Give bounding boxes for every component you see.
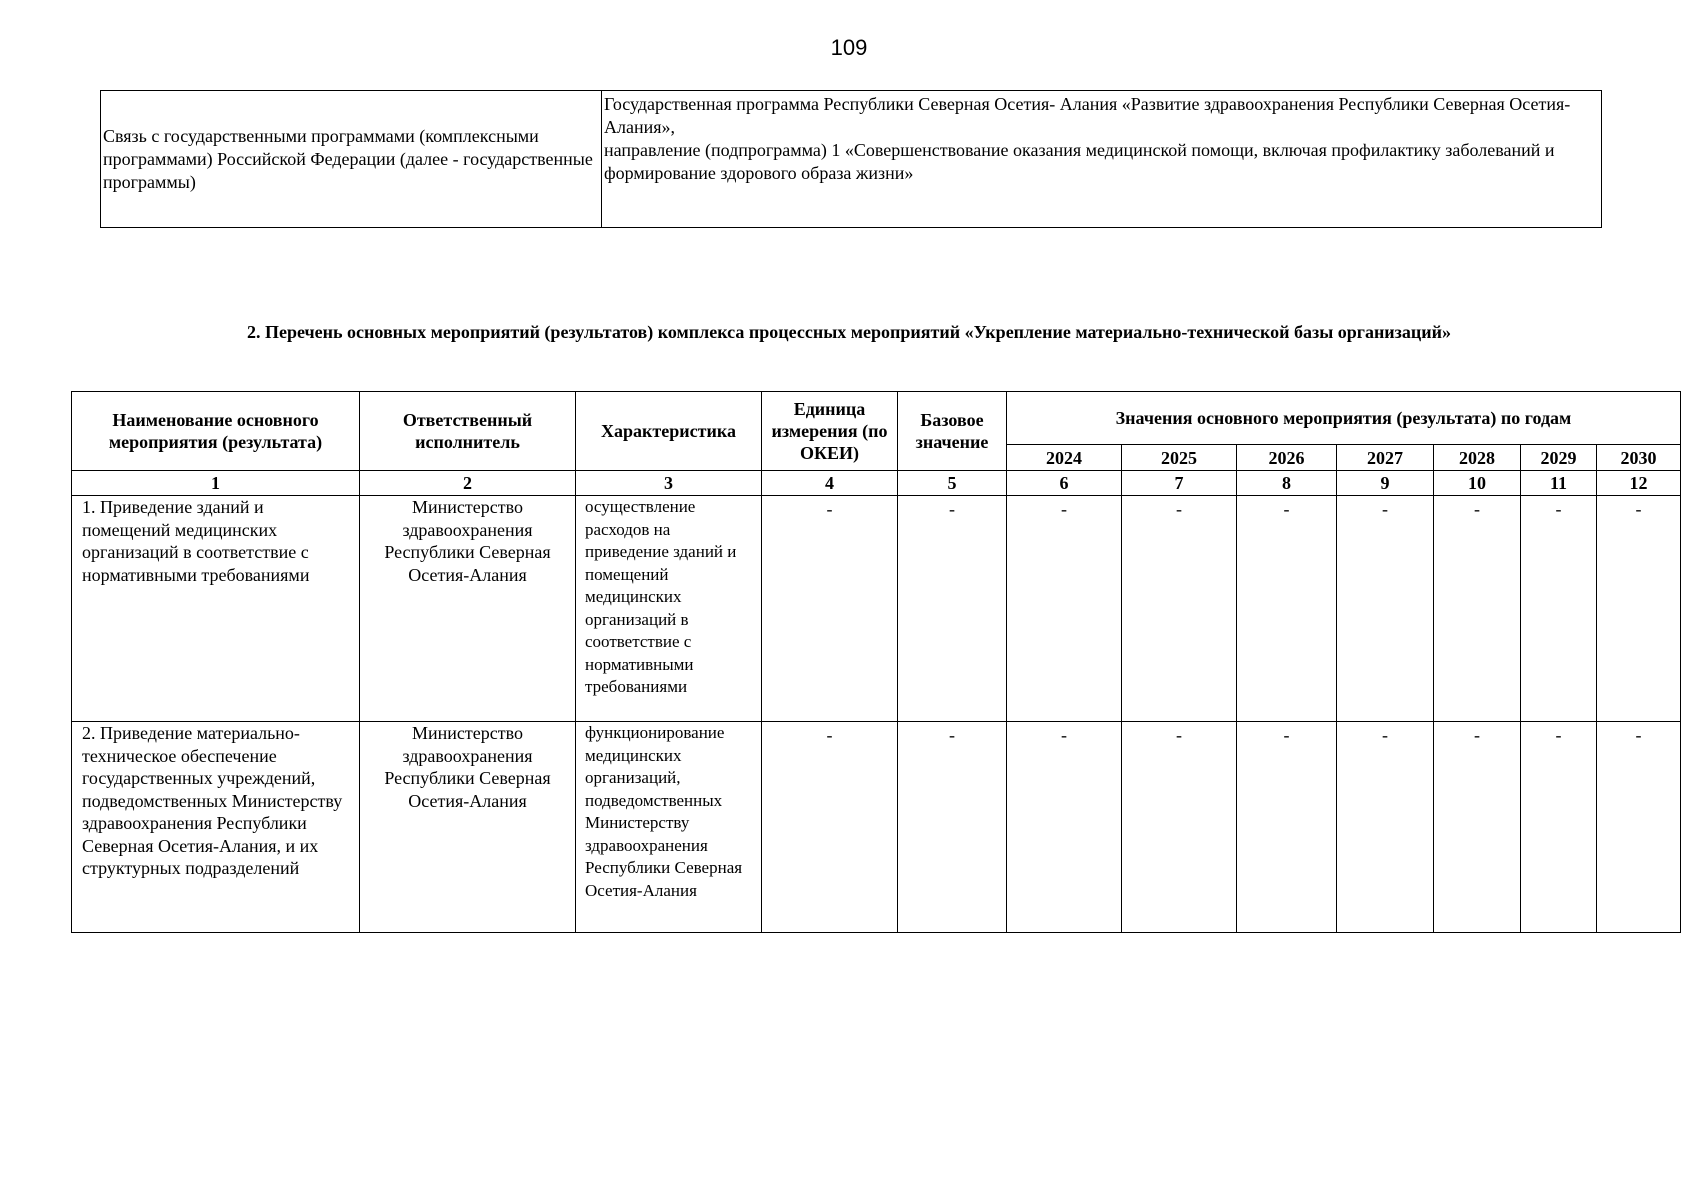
header-base: Базовое значение	[898, 392, 1007, 471]
year-value: -	[1597, 722, 1681, 933]
column-number: 10	[1434, 471, 1521, 496]
header-row	[72, 392, 1681, 445]
header-year: 2025	[1122, 445, 1237, 471]
unit-value: -	[762, 722, 898, 933]
program-relation-table	[100, 90, 1602, 228]
year-value: -	[1434, 722, 1521, 933]
relation-row	[101, 91, 1602, 228]
section-title: 2. Перечень основных мероприятий (результатов) комплекса процессных мероприятий «Укрепление материально-технической базы организаций»	[246, 322, 1452, 342]
event-responsible: Министерство здравоохранения Республики Северная Осетия-Алания	[360, 722, 576, 933]
relation-label: Связь с государственными программами (комплексными программами) Российской Федерации (далее - государственные программы)	[101, 91, 602, 228]
year-value: -	[1237, 496, 1337, 722]
base-value: -	[898, 722, 1007, 933]
column-number: 5	[898, 471, 1007, 496]
column-number: 12	[1597, 471, 1681, 496]
event-characteristic: функционирование медицинских организаций, подведомственных Министерству здравоохранения Республики Северная Осетия-Алания	[576, 722, 762, 933]
event-name: 2. Приведение материально-техническое обеспечение государственных учреждений, подведомственных Министерству здравоохранения Республики Северная Осетия-Алания, и их структурных подразделений	[72, 722, 360, 933]
table-row	[72, 722, 1681, 933]
unit-value: -	[762, 496, 898, 722]
header-year: 2029	[1521, 445, 1597, 471]
header-values-by-year: Значения основного мероприятия (результата) по годам	[1007, 392, 1681, 445]
column-number: 1	[72, 471, 360, 496]
header-unit: Единица измерения (по ОКЕИ)	[762, 392, 898, 471]
year-value: -	[1337, 722, 1434, 933]
header-year: 2026	[1237, 445, 1337, 471]
events-table	[71, 391, 1681, 933]
header-year: 2030	[1597, 445, 1681, 471]
column-number: 2	[360, 471, 576, 496]
year-value: -	[1521, 496, 1597, 722]
year-value: -	[1337, 496, 1434, 722]
column-number: 8	[1237, 471, 1337, 496]
header-year: 2024	[1007, 445, 1122, 471]
column-number: 6	[1007, 471, 1122, 496]
header-characteristic: Характеристика	[576, 392, 762, 471]
year-value: -	[1597, 496, 1681, 722]
base-value: -	[898, 496, 1007, 722]
year-value: -	[1521, 722, 1597, 933]
column-number: 11	[1521, 471, 1597, 496]
page-number: 109	[830, 35, 868, 60]
event-name: 1. Приведение зданий и помещений медицинских организаций в соответствие с нормативными требованиями	[72, 496, 360, 722]
year-value: -	[1237, 722, 1337, 933]
column-number-row	[72, 471, 1681, 496]
year-value: -	[1434, 496, 1521, 722]
year-value: -	[1007, 496, 1122, 722]
column-number: 3	[576, 471, 762, 496]
year-value: -	[1007, 722, 1122, 933]
column-number: 7	[1122, 471, 1237, 496]
header-year: 2028	[1434, 445, 1521, 471]
column-number: 9	[1337, 471, 1434, 496]
column-number: 4	[762, 471, 898, 496]
table-row	[72, 496, 1681, 722]
relation-value	[602, 91, 1602, 228]
year-value: -	[1122, 722, 1237, 933]
relation-value-line-1: Государственная программа Республики Северная Осетия- Алания «Развитие здравоохранения Республики Северная Осетия-Алания»,	[604, 94, 1571, 137]
header-name: Наименование основного мероприятия (результата)	[72, 392, 360, 471]
header-year: 2027	[1337, 445, 1434, 471]
year-value: -	[1122, 496, 1237, 722]
event-responsible: Министерство здравоохранения Республики Северная Осетия-Алания	[360, 496, 576, 722]
relation-value-line-2: направление (подпрограмма) 1 «Совершенствование оказания медицинской помощи, включая профилактику заболеваний и формирование здорового образа жизни»	[604, 140, 1555, 183]
header-responsible: Ответственный исполнитель	[360, 392, 576, 471]
event-characteristic: осуществление расходов на приведение зданий и помещений медицинских организаций в соответствие с нормативными требованиями	[576, 496, 762, 722]
